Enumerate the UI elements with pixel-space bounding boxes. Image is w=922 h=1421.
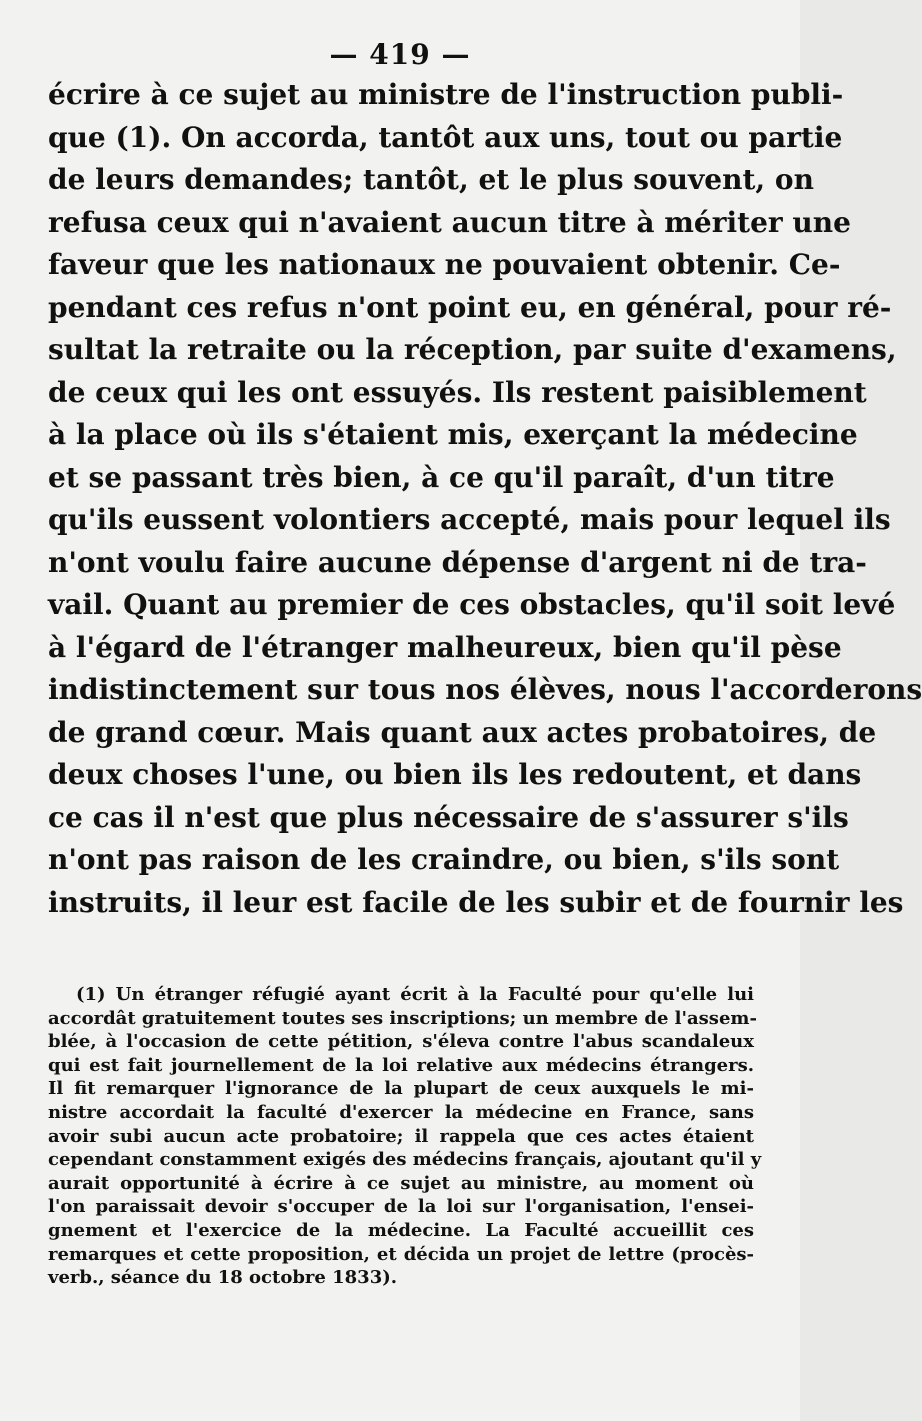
body-line-12: n'ont voulu faire aucune dépense d'argent ni de tra- bbox=[48, 545, 867, 579]
body-line-2: que (1). On accorda, tantôt aux uns, tout ou partie bbox=[48, 120, 843, 154]
body-line-9: à la place où ils s'étaient mis, exerçant la médecine bbox=[48, 418, 858, 451]
footnote-line-2: accordât gratuitement toutes ses inscriptions; un membre de l'assem- bbox=[48, 1007, 757, 1029]
footnote-line-9: aurait opportunité à écrire à ce sujet au ministre, au moment où bbox=[48, 1172, 754, 1194]
body-line-16: de grand cœur. Mais quant aux actes probatoires, de bbox=[48, 715, 877, 749]
footnote-line-10: l'on paraissait devoir s'occuper de la loi sur l'organisation, l'ensei- bbox=[48, 1196, 754, 1218]
footnote-line-11: gnement et l'exercice de la médecine. La Faculté accueillit ces bbox=[48, 1219, 754, 1241]
body-line-11: qu'ils eussent volontiers accepté, mais pour lequel ils bbox=[48, 503, 891, 536]
footnote-line-8: cependant constamment exigés des médecins français, ajoutant qu'il y bbox=[48, 1149, 762, 1171]
body-line-1: écrire à ce sujet au ministre de l'instruction publi- bbox=[48, 78, 844, 111]
body-line-18: ce cas il n'est que plus nécessaire de s'assurer s'ils bbox=[48, 800, 849, 834]
footnote-line-4: qui est fait journellement de la loi relative aux médecins étrangers. bbox=[48, 1054, 754, 1076]
body-line-17: deux choses l'une, ou bien ils les redoutent, et dans bbox=[48, 758, 862, 791]
body-line-3: de leurs demandes; tantôt, et le plus souvent, on bbox=[48, 163, 814, 196]
footnote-line-1: (1) Un étranger réfugié ayant écrit à la Faculté pour qu'elle lui bbox=[76, 984, 754, 1005]
body-line-7: sultat la retraite ou la réception, par suite d'examens, bbox=[48, 333, 897, 366]
footnote-line-6: nistre accordait la faculté d'exercer la médecine en France, sans bbox=[48, 1101, 754, 1123]
footnotes bbox=[48, 983, 762, 1290]
footnote-line-5: Il fit remarquer l'ignorance de la plupart de ceux auxquels le mi- bbox=[48, 1078, 754, 1100]
body-line-6: pendant ces refus n'ont point eu, en général, pour ré- bbox=[48, 290, 892, 324]
body-line-4: refusa ceux qui n'avaient aucun titre à mériter une bbox=[48, 205, 851, 239]
body-line-8: de ceux qui les ont essuyés. Ils restent paisiblement bbox=[48, 375, 867, 409]
footnote-line-3: blée, à l'occasion de cette pétition, s'éleva contre l'abus scandaleux bbox=[48, 1031, 754, 1053]
footnote-line-7: avoir subi aucun acte probatoire; il rappela que ces actes étaient bbox=[48, 1125, 754, 1147]
body-line-20: instruits, il leur est facile de les subir et de fournir les bbox=[48, 885, 904, 919]
footnote-line-13: verb., séance du 18 octobre 1833). bbox=[48, 1267, 398, 1289]
body-line-10: et se passant très bien, à ce qu'il paraît, d'un titre bbox=[48, 460, 835, 494]
body-line-19: n'ont pas raison de les craindre, ou bien, s'ils sont bbox=[48, 843, 840, 876]
body-line-14: à l'égard de l'étranger malheureux, bien qu'il pèse bbox=[48, 630, 842, 664]
body-line-15: indistinctement sur tous nos élèves, nous l'accorderons bbox=[48, 673, 922, 706]
footnote-line-12: remarques et cette proposition, et décida un projet de lettre (procès- bbox=[48, 1243, 754, 1265]
body-line-13: vail. Quant au premier de ces obstacles, qu'il soit levé bbox=[48, 588, 896, 621]
page-number: — 419 — bbox=[329, 38, 471, 71]
body-line-5: faveur que les nationaux ne pouvaient obtenir. Ce- bbox=[48, 248, 841, 281]
body-text bbox=[48, 74, 922, 924]
